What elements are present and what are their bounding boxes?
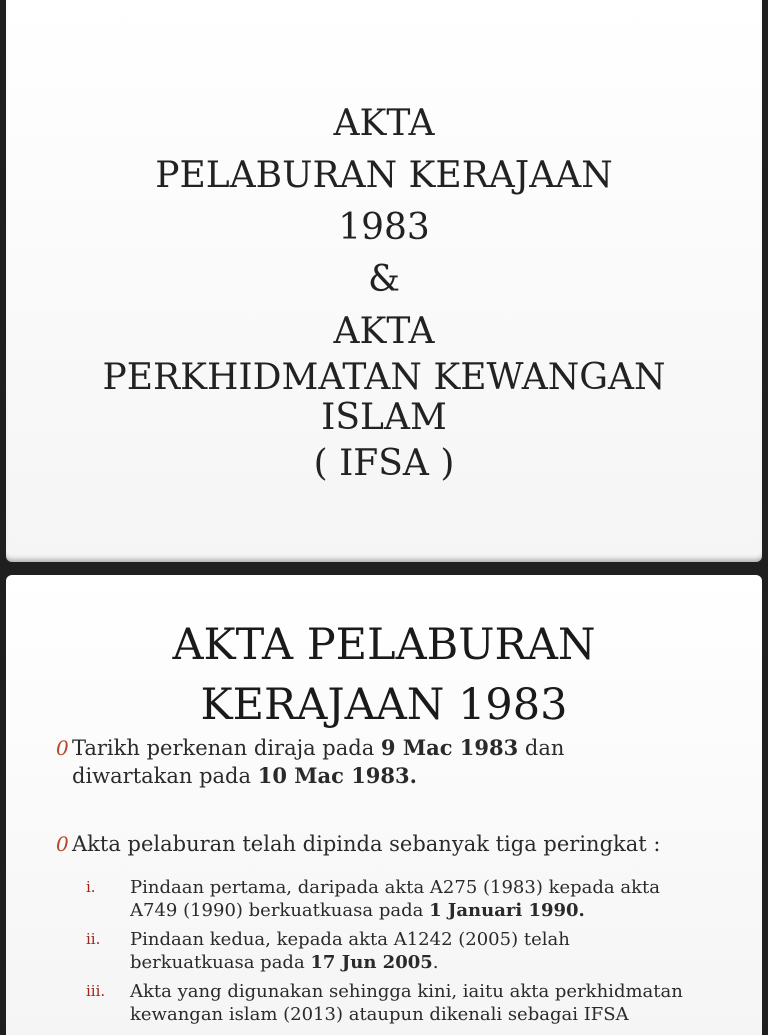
title-line: AKTA (333, 103, 435, 144)
title-line: KERAJAAN 1983 (200, 680, 568, 730)
bullet-text: Tarikh perkenan diraja pada 9 Mac 1983 dan diwartakan pada 10 Mac 1983. (72, 735, 565, 788)
sub-list-text: Pindaan pertama, daripada akta A275 (1983) kepada akta A749 (1990) berkuatkuasa pada 1 Januari 1990. (130, 877, 660, 921)
sub-list-number: iii. (86, 982, 106, 1000)
slide-2 (6, 575, 762, 1035)
bullet-item (58, 734, 738, 790)
title-line: AKTA PELABURAN (172, 620, 596, 670)
title-line: 1983 (338, 207, 430, 248)
sub-list-item (86, 876, 686, 922)
slide-1-title (6, 98, 762, 490)
title-line: AKTA (333, 311, 435, 352)
sub-list-item (86, 928, 686, 974)
title-line: & (367, 259, 401, 300)
sub-list-number: ii. (86, 930, 101, 948)
slide-2-title (6, 615, 762, 735)
title-line: PELABURAN KERAJAAN (155, 155, 613, 196)
title-line: PERKHIDMATAN KEWANGAN (102, 357, 666, 398)
bullet-item (58, 830, 738, 858)
title-line: ISLAM (321, 397, 447, 438)
bullet-marker-icon: 0 (56, 832, 69, 856)
sub-list-item (86, 980, 686, 1026)
sub-list-number: i. (86, 878, 96, 896)
sub-list-text: Pindaan kedua, kepada akta A1242 (2005) telah berkuatkuasa pada 17 Jun 2005. (130, 929, 570, 973)
sub-list-text: Akta yang digunakan sehingga kini, iaitu akta perkhidmatan kewangan islam (2013) ataupun dikenali sebagai IFSA (130, 981, 683, 1025)
bullet-marker-icon: 0 (56, 736, 69, 760)
slide-1 (6, 0, 762, 562)
bullet-text: Akta pelaburan telah dipinda sebanyak tiga peringkat : (72, 832, 661, 856)
title-line: ( IFSA ) (313, 443, 455, 484)
